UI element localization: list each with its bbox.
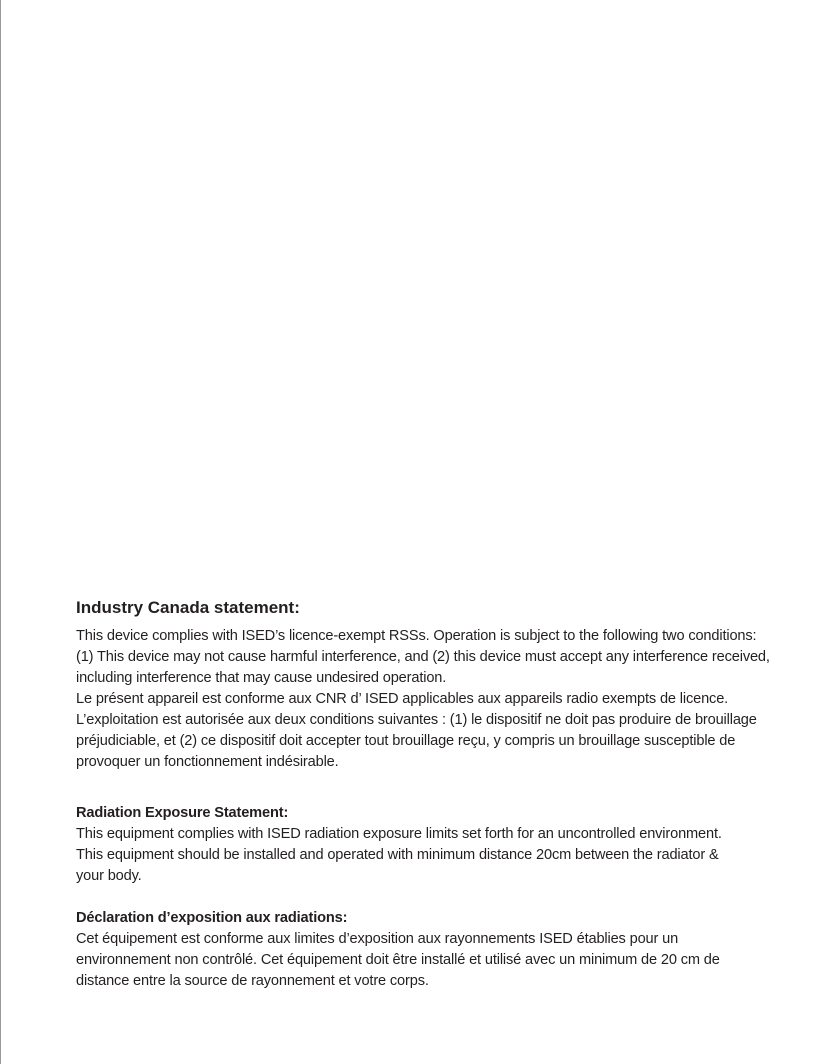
text-line: Cet équipement est conforme aux limites d’exposition aux rayonnements ISED établies pour un	[76, 931, 679, 947]
text-line: your body.	[76, 868, 142, 884]
radiation-exposure-heading: Radiation Exposure Statement:	[76, 805, 289, 821]
declaration-heading: Déclaration d’exposition aux radiations:	[76, 910, 348, 926]
text-line: This equipment complies with ISED radiation exposure limits set forth for an uncontrolled environment.	[76, 826, 722, 842]
text-line: This device complies with ISED’s licence-exempt RSSs. Operation is subject to the following two conditions:	[76, 628, 757, 644]
industry-canada-heading: Industry Canada statement:	[76, 598, 300, 617]
industry-canada-body	[76, 626, 770, 773]
text-line: This equipment should be installed and operated with minimum distance 20cm between the radiator &	[76, 847, 719, 863]
text-line: (1) This device may not cause harmful interference, and (2) this device must accept any interference received,	[76, 649, 770, 665]
radiation-exposure-section	[76, 803, 722, 887]
text-line: L’exploitation est autorisée aux deux conditions suivantes : (1) le dispositif ne doit pas produire de brouillage	[76, 712, 757, 728]
declaration-section	[76, 908, 720, 992]
page-edge	[0, 0, 1, 1064]
text-line: préjudiciable, et (2) ce dispositif doit accepter tout brouillage reçu, y compris un brouillage susceptible de	[76, 733, 736, 749]
text-line: environnement non contrôlé. Cet équipement doit être installé et utilisé avec un minimum de 20 cm de	[76, 952, 720, 968]
text-line: including interference that may cause undesired operation.	[76, 670, 447, 686]
text-line: Le présent appareil est conforme aux CNR d’ ISED applicables aux appareils radio exempts de licence.	[76, 691, 729, 707]
text-line: provoquer un fonctionnement indésirable.	[76, 754, 339, 770]
text-line: distance entre la source de rayonnement et votre corps.	[76, 973, 429, 989]
